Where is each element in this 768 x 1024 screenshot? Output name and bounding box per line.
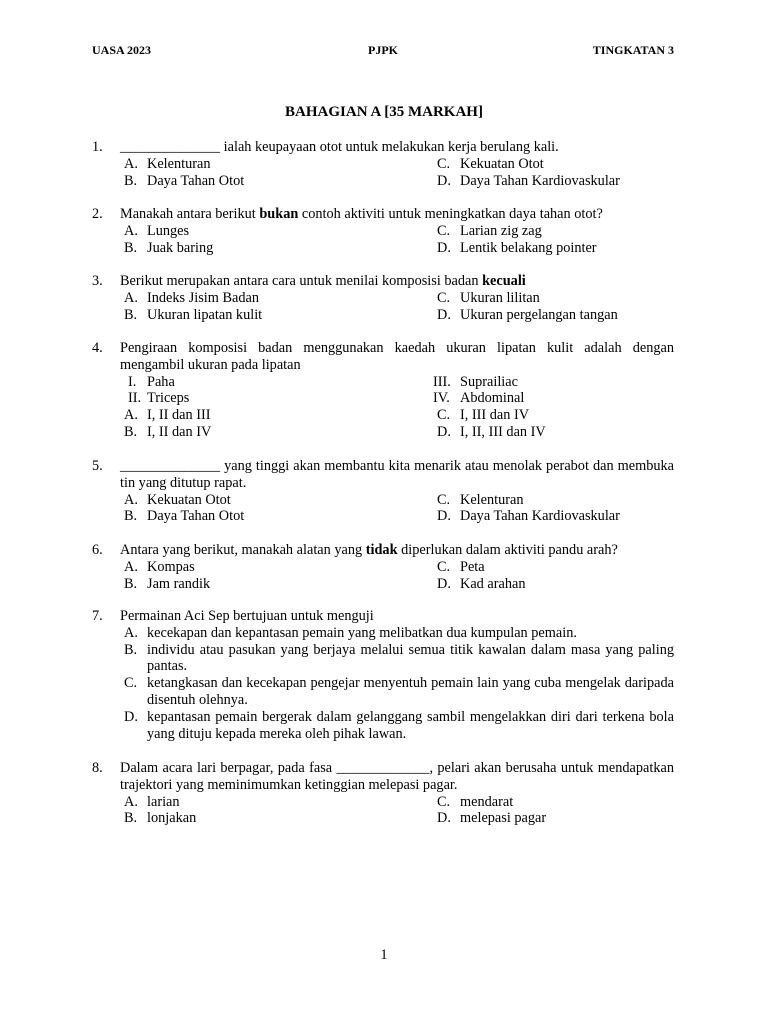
question-stem: Permainan Aci Sep bertujuan untuk menguji [120,608,374,624]
option-d: D. kepantasan pemain bergerak dalam gelanggang sambil mengelakkan diri dari terkena bola yang dituju kepada mereka oleh pihak lawan. [124,708,674,742]
question-stem: ______________ ialah keupayaan otot untuk melakukan kerja berulang kali. [120,139,559,155]
question-stem: Pengiraan komposisi badan menggunakan kaedah ukuran lipatan kulit adalah dengan mengambil ukuran pada lipatan [120,340,674,373]
option-a: A. I, II dan III [124,407,211,424]
option-b: B. I, II dan IV [124,423,212,440]
question-2 [92,206,674,256]
item-i: I. Paha [128,373,175,390]
option-b: B. Jam randik [124,575,211,592]
question-4 [92,340,674,441]
question-number: 5. [92,458,103,474]
question-number: 6. [92,542,103,558]
question-8 [92,760,674,827]
section-title: BAHAGIAN A [35 MARKAH] [285,104,483,120]
option-grid [120,223,674,257]
option-grid [120,492,674,526]
question-stem: Berikut merupakan antara cara untuk menilai komposisi badan kecuali [120,273,526,289]
item-ii: II. Triceps [128,390,190,407]
question-5 [92,458,674,525]
question-1 [92,139,674,189]
option-d: D. Daya Tahan Kardiovaskular [437,172,620,189]
option-d: D. Lentik belakang pointer [437,239,597,256]
option-c: C. I, III dan IV [437,407,530,424]
question-number: 7. [92,608,103,624]
question-number: 3. [92,273,103,289]
option-d: D. Kad arahan [437,575,526,592]
question-number: 1. [92,139,103,155]
option-a: A. kecekapan dan kepantasan pemain yang melibatkan dua kumpulan pemain. [124,624,577,641]
page-header [92,43,674,59]
question-stem: Antara yang berikut, manakah alatan yang tidak diperlukan dalam aktiviti pandu arah? [120,542,618,558]
emphasis: kecuali [482,273,526,289]
question-6 [92,542,674,592]
option-c: C. Kekuatan Otot [437,155,544,172]
question-stem: Manakah antara berikut bukan contoh aktiviti untuk meningkatkan daya tahan otot? [120,206,603,222]
option-d: D. Ukuran pergelangan tangan [437,306,618,323]
question-number: 4. [92,340,103,356]
subject: PJPK [368,43,398,57]
item-iii: III. Suprailiac [433,373,518,390]
question-3 [92,273,674,323]
option-c: C. Peta [437,558,485,575]
option-a: A. Kekuatan Otot [124,491,231,508]
form-level: TINGKATAN 3 [592,43,674,57]
emphasis: tidak [365,542,398,558]
option-c: C. ketangkasan dan kecekapan pengejar menyentuh pemain lain yang cuba mengelak daripada disentuh olehnya. [124,675,674,708]
option-grid [120,559,674,593]
option-a: A. larian [124,793,180,810]
option-b: B. Daya Tahan Otot [124,172,245,189]
option-b: B. lonjakan [124,810,197,827]
option-b: B. Ukuran lipatan kulit [124,306,263,323]
option-a: A. Kompas [124,558,195,575]
option-c: C. Ukuran lilitan [437,289,540,306]
option-grid [120,290,674,324]
option-b: B. Juak baring [124,239,214,256]
option-a: A. Lunges [124,222,190,239]
question-number: 8. [92,760,103,776]
option-grid [120,156,674,190]
option-b: B. Daya Tahan Otot [124,508,245,525]
question-number: 2. [92,206,103,222]
option-a: A. Kelenturan [124,155,211,172]
option-c: C. Kelenturan [437,491,524,508]
option-a: A. Indeks Jisim Badan [124,289,259,306]
question-stem: Dalam acara lari berpagar, pada fasa _____________, pelari akan berusaha untuk mendapatkan trajektori yang meminimumkan ketinggian melepasi pagar. [120,760,674,793]
option-b: B. individu atau pasukan yang berjaya melalui semua titik kawalan dalam masa yang paling pantas. [124,641,674,675]
question-7 [92,608,674,742]
option-c: C. mendarat [437,793,514,810]
item-iv: IV. Abdominal [433,390,525,407]
option-grid [120,794,674,828]
exam-code: UASA 2023 [92,43,152,57]
question-stem: ______________ yang tinggi akan membantu kita menarik atau menolak perabot dan membuka tin yang ditutup rapat. [120,458,674,491]
option-d: D. I, II, III dan IV [437,423,546,440]
option-d: D. Daya Tahan Kardiovaskular [437,508,620,525]
roman-item-grid [120,374,674,408]
option-d: D. melepasi pagar [437,810,547,827]
page-number: 1 [380,947,388,963]
option-c: C. Larian zig zag [437,222,542,239]
emphasis: bukan [259,206,299,222]
option-grid [120,407,674,441]
